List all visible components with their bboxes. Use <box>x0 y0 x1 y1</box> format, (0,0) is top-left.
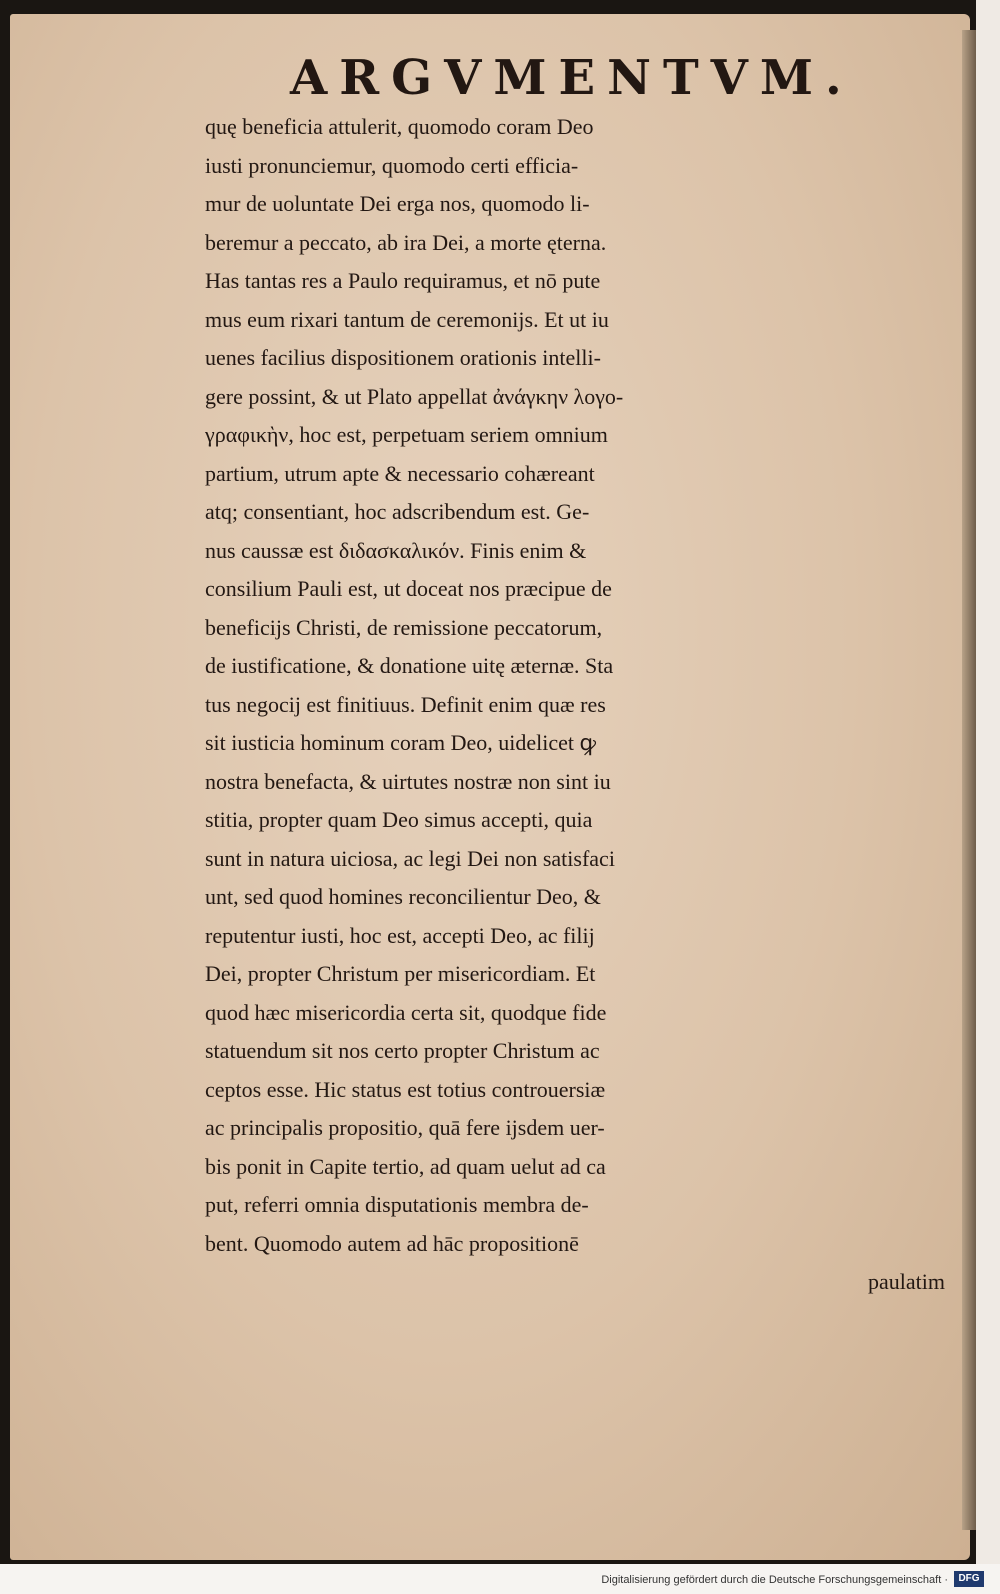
text-line: unt, sed quod homines reconcilientur Deo, & <box>205 884 601 909</box>
text-line: γραφικὴν, hoc est, perpetuam seriem omnium <box>205 422 608 447</box>
text-line: sit iusticia hominum coram Deo, uidelicet ꝙ <box>205 730 597 755</box>
text-line: beremur a peccato, ab ira Dei, a morte ęterna. <box>205 229 607 255</box>
body-text <box>205 108 965 1302</box>
text-line: ac principalis propositio, quā fere ijsdem uer- <box>205 1115 605 1140</box>
catchword: paulatim <box>868 1269 945 1294</box>
text-line: iusti pronunciemur, quomodo certi efficia- <box>205 152 579 178</box>
page-heading: ARGVMENTVM. <box>290 50 854 106</box>
text-line: put, referri omnia disputationis membra de- <box>205 1192 589 1217</box>
text-line: quod hæc misericordia certa sit, quodque fide <box>205 999 607 1025</box>
text-line: reputentur iusti, hoc est, accepti Deo, ac filij <box>205 922 595 948</box>
text-line: bent. Quomodo autem ad hāc propositionē <box>205 1230 579 1256</box>
footer-credit: Digitalisierung gefördert durch die Deutsche Forschungsgemeinschaft · <box>601 1574 948 1586</box>
text-line: consilium Pauli est, ut doceat nos præcipue de <box>205 576 612 601</box>
text-line: tus negocij est finitiuus. Definit enim quæ res <box>205 691 606 717</box>
text-line: ceptos esse. Hic status est totius controuersiæ <box>205 1076 606 1102</box>
text-line: Dei, propter Christum per misericordiam. Et <box>205 961 596 986</box>
text-line: beneficijs Christi, de remissione peccatorum, <box>205 614 603 640</box>
text-line: quę beneficia attulerit, quomodo coram Deo <box>205 114 594 139</box>
dfg-logo: DFG <box>954 1571 984 1587</box>
text-line: uenes facilius dispositionem orationis intelli- <box>205 345 601 370</box>
text-line: bis ponit in Capite tertio, ad quam uelut ad ca <box>205 1153 606 1179</box>
text-line: stitia, propter quam Deo simus accepti, quia <box>205 807 593 832</box>
text-line: sunt in natura uiciosa, ac legi Dei non satisfaci <box>205 845 615 871</box>
text-line: atq; consentiant, hoc adscribendum est. Ge- <box>205 499 590 524</box>
text-line: mus eum rixari tantum de ceremonijs. Et ut iu <box>205 306 609 332</box>
text-line: nostra benefacta, & uirtutes nostræ non sint iu <box>205 768 611 794</box>
text-line: mur de uoluntate Dei erga nos, quomodo li- <box>205 191 590 216</box>
scan-margin <box>976 0 1000 1564</box>
text-line: Has tantas res a Paulo requiramus, et nō pute <box>205 268 601 293</box>
text-line: de iustificatione, & donatione uitę æternæ. Sta <box>205 653 614 678</box>
text-line: gere possint, & ut Plato appellat ἀνάγκην λογο- <box>205 383 624 409</box>
text-line: statuendum sit nos certo propter Christum ac <box>205 1038 600 1063</box>
text-line: nus caussæ est διδασκαλικόν. Finis enim & <box>205 537 587 563</box>
text-line: partium, utrum apte & necessario cohæreant <box>205 460 595 486</box>
